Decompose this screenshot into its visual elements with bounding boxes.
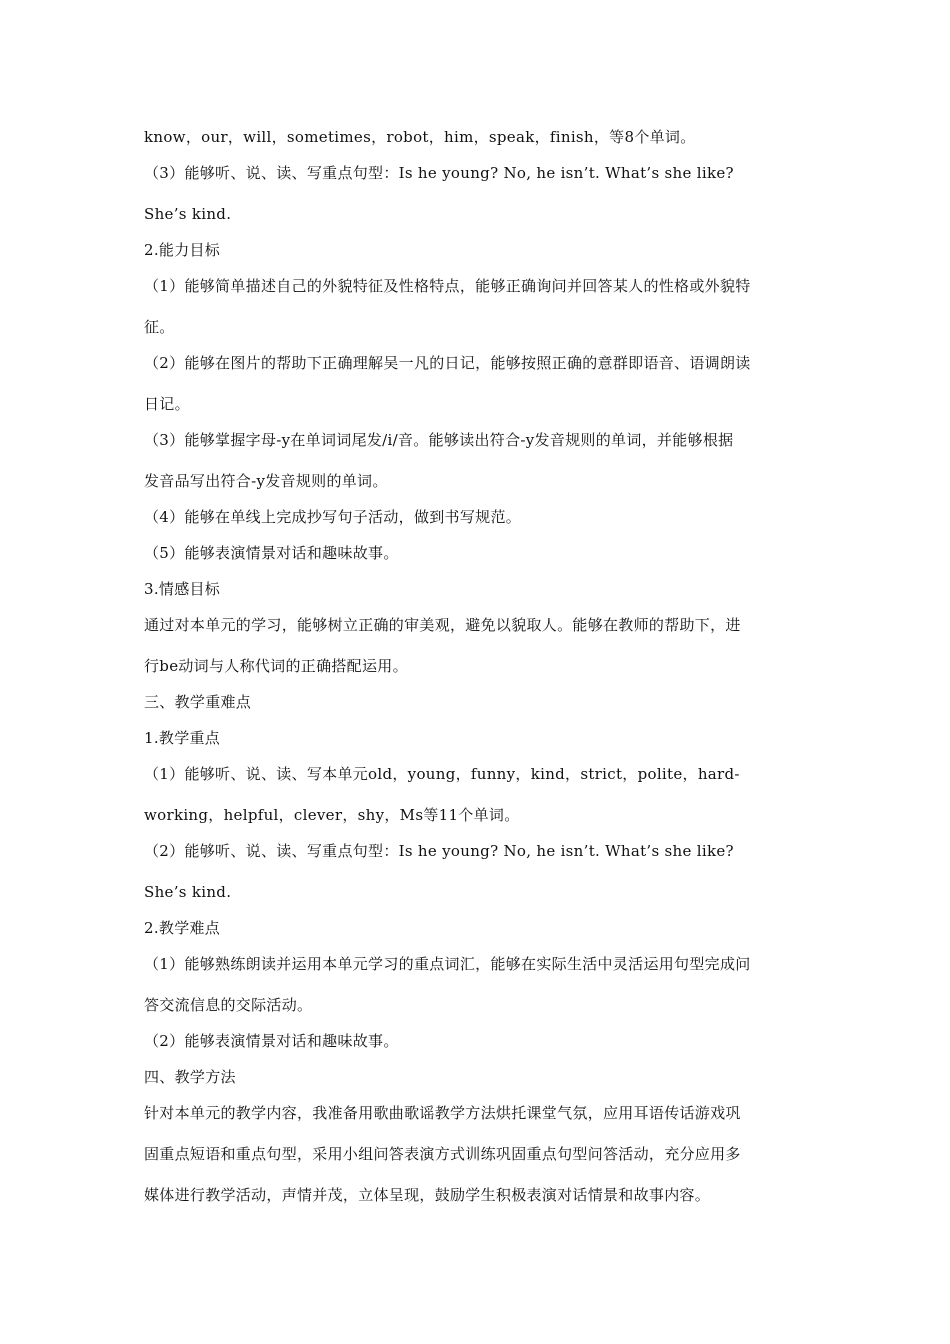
text-line: （1）能够熟练朗读并运用本单元学习的重点词汇，能够在实际生活中灵活运用句型完成问 [144,955,751,973]
text-line: （3）能够听、说、读、写重点句型：Is he young? No, he isn’t. What’s she like? [144,164,734,182]
section-heading: 1.教学重点 [144,729,221,747]
section-heading: 2.能力目标 [144,241,221,259]
text-line: 固重点短语和重点句型，采用小组问答表演方式训练巩固重点句型问答活动，充分应用多 [144,1145,741,1163]
text-line: 发音品写出符合-y发音规则的单词。 [144,472,388,490]
text-line: working，helpful，clever，shy，Ms等11个单词。 [144,806,520,824]
text-line: 通过对本单元的学习，能够树立正确的审美观，避免以貌取人。能够在教师的帮助下，进 [144,616,741,634]
text-line: 日记。 [144,395,190,413]
text-line: （2）能够在图片的帮助下正确理解吴一凡的日记，能够按照正确的意群即语音、语调朗读 [144,354,751,372]
text-line: 媒体进行教学活动，声情并茂，立体呈现，鼓励学生积极表演对话情景和故事内容。 [144,1186,711,1204]
text-line: （4）能够在单线上完成抄写句子活动，做到书写规范。 [144,508,522,526]
text-line: （1）能够简单描述自己的外貌特征及性格特点，能够正确询问并回答某人的性格或外貌特 [144,277,751,295]
text-line: She’s kind. [144,205,232,223]
text-line: （5）能够表演情景对话和趣味故事。 [144,544,399,562]
text-line: 答交流信息的交际活动。 [144,996,313,1014]
text-line: know，our，will，sometimes，robot，him，speak，finish，等8个单词。 [144,128,696,146]
text-line: （2）能够听、说、读、写重点句型：Is he young? No, he isn’t. What’s she like? [144,842,734,860]
section-heading: 3.情感目标 [144,580,221,598]
text-line: She’s kind. [144,883,232,901]
section-heading: 四、教学方法 [144,1068,236,1086]
section-heading: 2.教学难点 [144,919,221,937]
text-line: 行be动词与人称代词的正确搭配运用。 [144,657,408,675]
text-line: （1）能够听、说、读、写本单元old，young，funny，kind，strict，polite，hard- [144,765,740,783]
text-line: （3）能够掌握字母-y在单词词尾发/i/音。能够读出符合-y发音规则的单词，并能够根据 [144,431,734,449]
text-line: （2）能够表演情景对话和趣味故事。 [144,1032,399,1050]
section-heading: 三、教学重难点 [144,693,252,711]
text-line: 针对本单元的教学内容，我准备用歌曲歌谣教学方法烘托课堂气氛，应用耳语传话游戏巩 [144,1104,741,1122]
text-line: 征。 [144,318,175,336]
